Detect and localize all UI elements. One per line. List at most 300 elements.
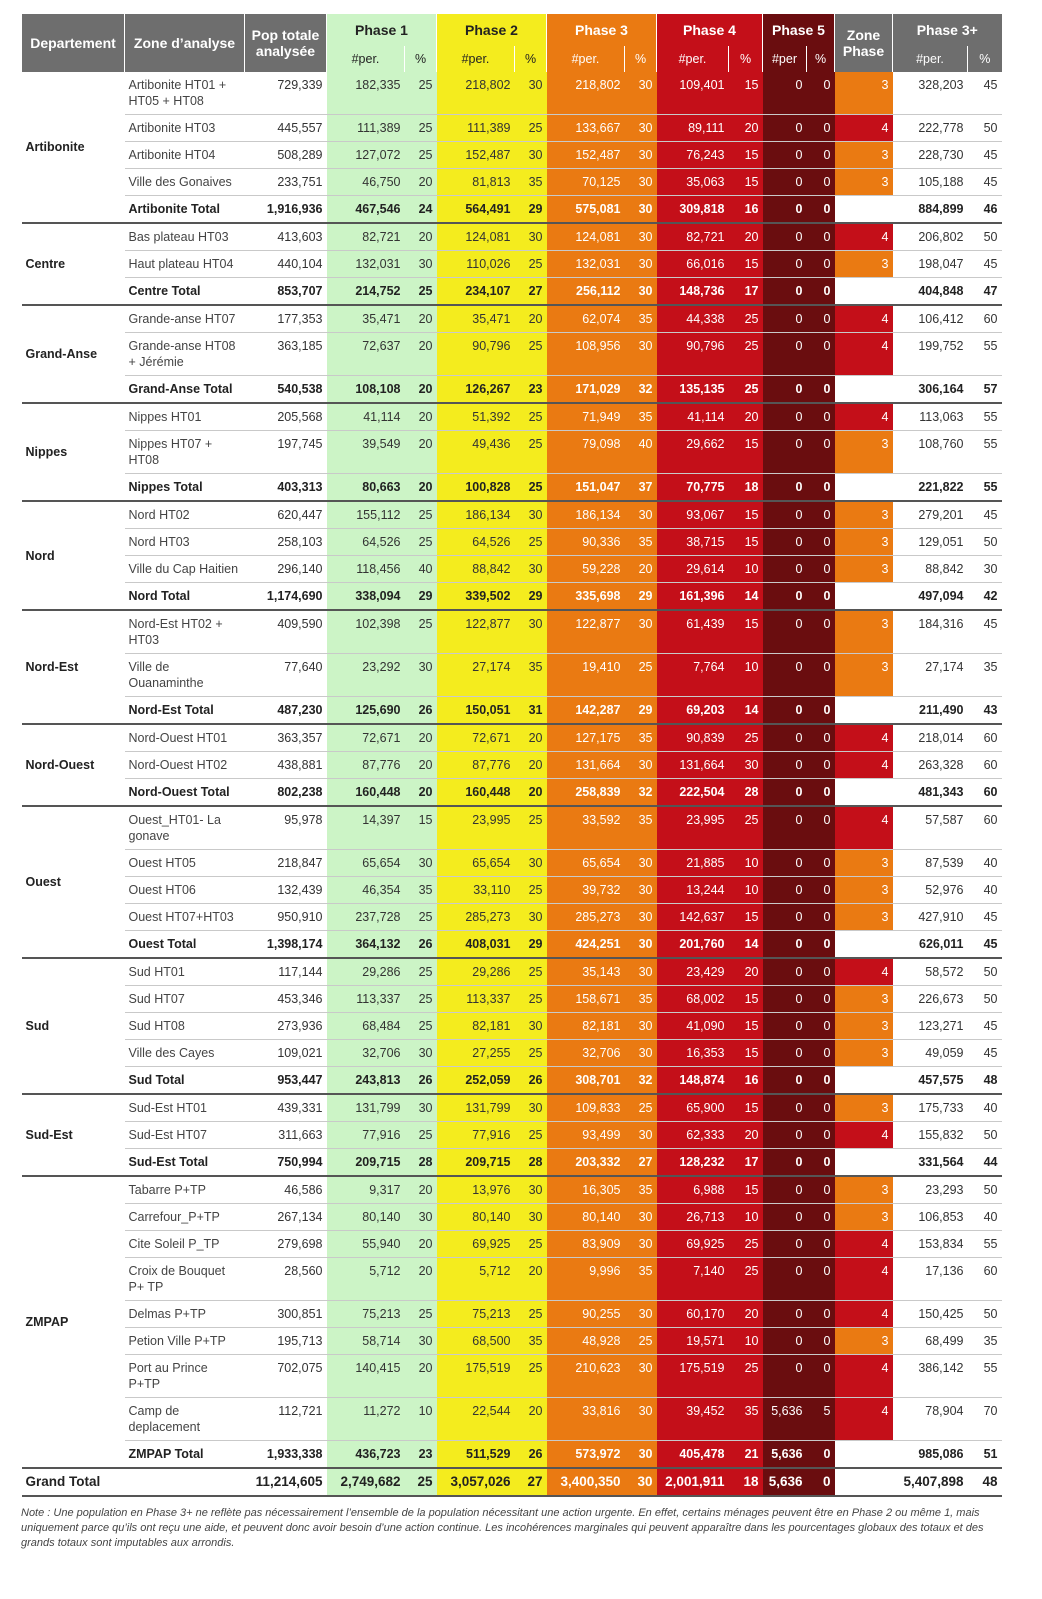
p2-cell: 80,140 bbox=[437, 1204, 515, 1231]
table-row bbox=[22, 752, 1002, 779]
p3plusp-cell: 60 bbox=[968, 779, 1002, 807]
p2p-cell: 30 bbox=[515, 1094, 547, 1122]
p3-cell: 132,031 bbox=[547, 251, 625, 278]
p5p-cell: 0 bbox=[807, 1258, 835, 1301]
p3plusp-cell: 60 bbox=[968, 1258, 1002, 1301]
p1p-cell: 25 bbox=[405, 1301, 437, 1328]
zone-cell: Cite Soleil P_TP bbox=[125, 1231, 245, 1258]
zp-cell: 3 bbox=[835, 142, 893, 169]
p4p-cell: 14 bbox=[729, 697, 763, 725]
zp-cell: 3 bbox=[835, 986, 893, 1013]
p2-cell: 218,802 bbox=[437, 72, 515, 115]
pop-cell: 440,104 bbox=[245, 251, 327, 278]
p4-cell: 309,818 bbox=[657, 196, 729, 224]
p2p-cell: 25 bbox=[515, 1231, 547, 1258]
p3p-cell: 35 bbox=[625, 724, 657, 752]
p5-cell: 0 bbox=[763, 986, 807, 1013]
p2-cell: 160,448 bbox=[437, 779, 515, 807]
p1-cell: 41,114 bbox=[327, 403, 405, 431]
p2p-cell: 25 bbox=[515, 958, 547, 986]
p4p-cell: 20 bbox=[729, 223, 763, 251]
table-row bbox=[22, 142, 1002, 169]
zone-cell: Sud HT08 bbox=[125, 1013, 245, 1040]
p3plus-cell: 218,014 bbox=[893, 724, 968, 752]
zone-cell: Artibonite HT04 bbox=[125, 142, 245, 169]
p1-cell: 131,799 bbox=[327, 1094, 405, 1122]
p2p-cell: 30 bbox=[515, 850, 547, 877]
zp-cell: 3 bbox=[835, 251, 893, 278]
p3-cell: 3,400,350 bbox=[547, 1468, 625, 1496]
header-departement: Departement bbox=[22, 14, 125, 72]
p3plusp-cell: 44 bbox=[968, 1149, 1002, 1177]
zone-cell: Nord-Ouest Total bbox=[125, 779, 245, 807]
p3plusp-cell: 55 bbox=[968, 333, 1002, 376]
p2-cell: 408,031 bbox=[437, 931, 515, 959]
p2-cell: 126,267 bbox=[437, 376, 515, 404]
p5-cell: 0 bbox=[763, 223, 807, 251]
table-row bbox=[22, 305, 1002, 333]
p4p-cell: 20 bbox=[729, 403, 763, 431]
subheader-phase3plus-per: #per. bbox=[893, 46, 968, 72]
p5p-cell: 0 bbox=[807, 958, 835, 986]
p1p-cell: 25 bbox=[405, 1468, 437, 1496]
p3plusp-cell: 45 bbox=[968, 169, 1002, 196]
zone-cell: Ville du Cap Haitien bbox=[125, 556, 245, 583]
pop-cell: 205,568 bbox=[245, 403, 327, 431]
p2-cell: 29,286 bbox=[437, 958, 515, 986]
p4-cell: 128,232 bbox=[657, 1149, 729, 1177]
p3plusp-cell: 43 bbox=[968, 697, 1002, 725]
p5p-cell: 0 bbox=[807, 1176, 835, 1204]
p3plus-cell: 88,842 bbox=[893, 556, 968, 583]
p5p-cell: 0 bbox=[807, 169, 835, 196]
p4-cell: 70,775 bbox=[657, 474, 729, 502]
p4p-cell: 20 bbox=[729, 1122, 763, 1149]
zone-cell: Nord-Est HT02 + HT03 bbox=[125, 610, 245, 654]
p2-cell: 5,712 bbox=[437, 1258, 515, 1301]
p3p-cell: 30 bbox=[625, 1441, 657, 1469]
p2-cell: 234,107 bbox=[437, 278, 515, 306]
p2p-cell: 25 bbox=[515, 1355, 547, 1398]
p1p-cell: 25 bbox=[405, 115, 437, 142]
p3p-cell: 30 bbox=[625, 904, 657, 931]
p3-cell: 39,732 bbox=[547, 877, 625, 904]
p5-cell: 0 bbox=[763, 474, 807, 502]
p3-cell: 133,667 bbox=[547, 115, 625, 142]
p4p-cell: 28 bbox=[729, 779, 763, 807]
table-row bbox=[22, 877, 1002, 904]
zp-cell bbox=[835, 1067, 893, 1095]
p2p-cell: 31 bbox=[515, 697, 547, 725]
p4-cell: 201,760 bbox=[657, 931, 729, 959]
zp-cell bbox=[835, 376, 893, 404]
p4p-cell: 25 bbox=[729, 1355, 763, 1398]
p3plusp-cell: 50 bbox=[968, 958, 1002, 986]
p3plus-cell: 106,853 bbox=[893, 1204, 968, 1231]
pop-cell: 702,075 bbox=[245, 1355, 327, 1398]
p5-cell: 0 bbox=[763, 115, 807, 142]
zone-cell: Nord HT02 bbox=[125, 501, 245, 529]
p5p-cell: 0 bbox=[807, 1067, 835, 1095]
zp-cell: 4 bbox=[835, 305, 893, 333]
p4p-cell: 25 bbox=[729, 724, 763, 752]
p3plus-cell: 206,802 bbox=[893, 223, 968, 251]
p5p-cell: 0 bbox=[807, 115, 835, 142]
p5-cell: 0 bbox=[763, 610, 807, 654]
p3plus-cell: 153,834 bbox=[893, 1231, 968, 1258]
p3p-cell: 35 bbox=[625, 529, 657, 556]
pop-cell: 802,238 bbox=[245, 779, 327, 807]
p2-cell: 564,491 bbox=[437, 196, 515, 224]
p2-cell: 110,026 bbox=[437, 251, 515, 278]
pop-cell: 311,663 bbox=[245, 1122, 327, 1149]
p3-cell: 19,410 bbox=[547, 654, 625, 697]
p5p-cell: 0 bbox=[807, 1231, 835, 1258]
table-row bbox=[22, 806, 1002, 850]
p3p-cell: 25 bbox=[625, 654, 657, 697]
p1-cell: 364,132 bbox=[327, 931, 405, 959]
pop-cell: 28,560 bbox=[245, 1258, 327, 1301]
zone-cell: Bas plateau HT03 bbox=[125, 223, 245, 251]
p4p-cell: 16 bbox=[729, 1067, 763, 1095]
p2-cell: 186,134 bbox=[437, 501, 515, 529]
p1-cell: 58,714 bbox=[327, 1328, 405, 1355]
p1p-cell: 20 bbox=[405, 779, 437, 807]
p1-cell: 243,813 bbox=[327, 1067, 405, 1095]
p2p-cell: 29 bbox=[515, 583, 547, 611]
p1p-cell: 25 bbox=[405, 142, 437, 169]
p3plus-cell: 108,760 bbox=[893, 431, 968, 474]
p3plusp-cell: 60 bbox=[968, 806, 1002, 850]
p2p-cell: 35 bbox=[515, 169, 547, 196]
p3p-cell: 32 bbox=[625, 779, 657, 807]
total-row bbox=[22, 1441, 1002, 1469]
subheader-phase4-per: #per. bbox=[657, 46, 729, 72]
p5p-cell: 0 bbox=[807, 431, 835, 474]
total-row bbox=[22, 278, 1002, 306]
departement-cell: Nippes bbox=[22, 403, 125, 501]
zone-cell: Nord-Est Total bbox=[125, 697, 245, 725]
p5-cell: 0 bbox=[763, 1094, 807, 1122]
zone-cell: Nippes HT07 + HT08 bbox=[125, 431, 245, 474]
p1p-cell: 25 bbox=[405, 1013, 437, 1040]
p2p-cell: 35 bbox=[515, 1328, 547, 1355]
p3-cell: 171,029 bbox=[547, 376, 625, 404]
p3plus-cell: 27,174 bbox=[893, 654, 968, 697]
departement-cell: Artibonite bbox=[22, 72, 125, 223]
p1p-cell: 20 bbox=[405, 474, 437, 502]
p1p-cell: 20 bbox=[405, 1231, 437, 1258]
p5-cell: 0 bbox=[763, 333, 807, 376]
table-row bbox=[22, 986, 1002, 1013]
p3p-cell: 29 bbox=[625, 697, 657, 725]
p2p-cell: 20 bbox=[515, 305, 547, 333]
p3p-cell: 30 bbox=[625, 169, 657, 196]
p4p-cell: 25 bbox=[729, 806, 763, 850]
p2p-cell: 30 bbox=[515, 904, 547, 931]
table-row bbox=[22, 72, 1002, 115]
p2p-cell: 30 bbox=[515, 223, 547, 251]
p3plusp-cell: 55 bbox=[968, 403, 1002, 431]
table-row bbox=[22, 556, 1002, 583]
pop-cell: 197,745 bbox=[245, 431, 327, 474]
table-header bbox=[22, 14, 1002, 72]
zone-cell: Artibonite HT01 + HT05 + HT08 bbox=[125, 72, 245, 115]
p2p-cell: 25 bbox=[515, 986, 547, 1013]
p2-cell: 150,051 bbox=[437, 697, 515, 725]
p2-cell: 68,500 bbox=[437, 1328, 515, 1355]
p3p-cell: 32 bbox=[625, 376, 657, 404]
p1-cell: 75,213 bbox=[327, 1301, 405, 1328]
p4-cell: 21,885 bbox=[657, 850, 729, 877]
pop-cell: 1,916,936 bbox=[245, 196, 327, 224]
p2p-cell: 29 bbox=[515, 931, 547, 959]
p2-cell: 113,337 bbox=[437, 986, 515, 1013]
p3p-cell: 25 bbox=[625, 1094, 657, 1122]
p1-cell: 46,750 bbox=[327, 169, 405, 196]
p4p-cell: 15 bbox=[729, 431, 763, 474]
p4p-cell: 25 bbox=[729, 333, 763, 376]
p2p-cell: 25 bbox=[515, 474, 547, 502]
zone-cell: Ouest HT07+HT03 bbox=[125, 904, 245, 931]
zone-cell: Nord-Ouest HT02 bbox=[125, 752, 245, 779]
p3plus-cell: 222,778 bbox=[893, 115, 968, 142]
p1-cell: 2,749,682 bbox=[327, 1468, 405, 1496]
p1p-cell: 20 bbox=[405, 333, 437, 376]
table-row bbox=[22, 724, 1002, 752]
p2p-cell: 26 bbox=[515, 1441, 547, 1469]
pop-cell: 1,174,690 bbox=[245, 583, 327, 611]
p1-cell: 46,354 bbox=[327, 877, 405, 904]
p3-cell: 424,251 bbox=[547, 931, 625, 959]
p2-cell: 51,392 bbox=[437, 403, 515, 431]
p5p-cell: 0 bbox=[807, 142, 835, 169]
p4p-cell: 15 bbox=[729, 1176, 763, 1204]
p5p-cell: 0 bbox=[807, 697, 835, 725]
pop-cell: 1,398,174 bbox=[245, 931, 327, 959]
p1p-cell: 10 bbox=[405, 1398, 437, 1441]
p4-cell: 39,452 bbox=[657, 1398, 729, 1441]
p4-cell: 66,016 bbox=[657, 251, 729, 278]
p1-cell: 29,286 bbox=[327, 958, 405, 986]
p1p-cell: 30 bbox=[405, 654, 437, 697]
p3plusp-cell: 30 bbox=[968, 556, 1002, 583]
zone-cell: Camp de deplacement bbox=[125, 1398, 245, 1441]
p1p-cell: 20 bbox=[405, 724, 437, 752]
p5-cell: 0 bbox=[763, 958, 807, 986]
p3-cell: 71,949 bbox=[547, 403, 625, 431]
p1p-cell: 30 bbox=[405, 1040, 437, 1067]
p3plusp-cell: 40 bbox=[968, 850, 1002, 877]
p5p-cell: 0 bbox=[807, 474, 835, 502]
p4-cell: 19,571 bbox=[657, 1328, 729, 1355]
p3plus-cell: 155,832 bbox=[893, 1122, 968, 1149]
p1-cell: 87,776 bbox=[327, 752, 405, 779]
p5p-cell: 0 bbox=[807, 610, 835, 654]
p4-cell: 161,396 bbox=[657, 583, 729, 611]
p4-cell: 89,111 bbox=[657, 115, 729, 142]
p3plusp-cell: 50 bbox=[968, 1176, 1002, 1204]
p5-cell: 0 bbox=[763, 806, 807, 850]
zone-cell: Delmas P+TP bbox=[125, 1301, 245, 1328]
zp-cell: 3 bbox=[835, 72, 893, 115]
p3plus-cell: 52,976 bbox=[893, 877, 968, 904]
total-row bbox=[22, 931, 1002, 959]
header-phase4: Phase 4 bbox=[657, 14, 763, 46]
p3-cell: 70,125 bbox=[547, 169, 625, 196]
zp-cell: 4 bbox=[835, 115, 893, 142]
p2p-cell: 29 bbox=[515, 196, 547, 224]
p5-cell: 0 bbox=[763, 779, 807, 807]
zone-cell: Ouest_HT01- La gonave bbox=[125, 806, 245, 850]
p1p-cell: 25 bbox=[405, 958, 437, 986]
p2-cell: 75,213 bbox=[437, 1301, 515, 1328]
p5p-cell: 0 bbox=[807, 1149, 835, 1177]
p5p-cell: 0 bbox=[807, 724, 835, 752]
table-row bbox=[22, 1204, 1002, 1231]
p3p-cell: 30 bbox=[625, 223, 657, 251]
p4-cell: 7,764 bbox=[657, 654, 729, 697]
zp-cell bbox=[835, 1441, 893, 1469]
p2p-cell: 27 bbox=[515, 278, 547, 306]
p2p-cell: 20 bbox=[515, 1398, 547, 1441]
p5-cell: 0 bbox=[763, 1328, 807, 1355]
zone-cell: Petion Ville P+TP bbox=[125, 1328, 245, 1355]
p3plusp-cell: 45 bbox=[968, 1013, 1002, 1040]
p3p-cell: 35 bbox=[625, 1258, 657, 1301]
zp-cell: 3 bbox=[835, 529, 893, 556]
p5p-cell: 0 bbox=[807, 403, 835, 431]
p4p-cell: 15 bbox=[729, 904, 763, 931]
p4-cell: 148,874 bbox=[657, 1067, 729, 1095]
p4-cell: 29,614 bbox=[657, 556, 729, 583]
p5-cell: 0 bbox=[763, 142, 807, 169]
p3-cell: 210,623 bbox=[547, 1355, 625, 1398]
pop-cell: 117,144 bbox=[245, 958, 327, 986]
p3plusp-cell: 60 bbox=[968, 724, 1002, 752]
p2-cell: 77,916 bbox=[437, 1122, 515, 1149]
p4-cell: 16,353 bbox=[657, 1040, 729, 1067]
p2-cell: 33,110 bbox=[437, 877, 515, 904]
p5-cell: 0 bbox=[763, 1122, 807, 1149]
p4p-cell: 30 bbox=[729, 752, 763, 779]
p3plusp-cell: 46 bbox=[968, 196, 1002, 224]
p3plus-cell: 328,203 bbox=[893, 72, 968, 115]
p5p-cell: 0 bbox=[807, 752, 835, 779]
p1-cell: 237,728 bbox=[327, 904, 405, 931]
p4p-cell: 18 bbox=[729, 474, 763, 502]
p5p-cell: 0 bbox=[807, 333, 835, 376]
p1p-cell: 15 bbox=[405, 806, 437, 850]
p1-cell: 55,940 bbox=[327, 1231, 405, 1258]
p2-cell: 152,487 bbox=[437, 142, 515, 169]
p3-cell: 142,287 bbox=[547, 697, 625, 725]
pop-cell: 233,751 bbox=[245, 169, 327, 196]
zp-cell: 3 bbox=[835, 1094, 893, 1122]
p3plusp-cell: 50 bbox=[968, 986, 1002, 1013]
table-row bbox=[22, 1258, 1002, 1301]
p2p-cell: 30 bbox=[515, 1176, 547, 1204]
departement-cell: Ouest bbox=[22, 806, 125, 958]
p3-cell: 186,134 bbox=[547, 501, 625, 529]
p1-cell: 77,916 bbox=[327, 1122, 405, 1149]
p4p-cell: 10 bbox=[729, 1328, 763, 1355]
zp-cell bbox=[835, 278, 893, 306]
p5-cell: 0 bbox=[763, 431, 807, 474]
zone-cell: Sud Total bbox=[125, 1067, 245, 1095]
zp-cell bbox=[835, 697, 893, 725]
subheader-phase3plus-pct: % bbox=[968, 46, 1002, 72]
p1p-cell: 25 bbox=[405, 529, 437, 556]
p3-cell: 124,081 bbox=[547, 223, 625, 251]
zone-cell: Ville de Ouanaminthe bbox=[125, 654, 245, 697]
p2-cell: 82,181 bbox=[437, 1013, 515, 1040]
p3p-cell: 35 bbox=[625, 403, 657, 431]
p3-cell: 152,487 bbox=[547, 142, 625, 169]
zone-cell: Nord-Ouest HT01 bbox=[125, 724, 245, 752]
table-row bbox=[22, 251, 1002, 278]
p3-cell: 35,143 bbox=[547, 958, 625, 986]
p3plus-cell: 5,407,898 bbox=[893, 1468, 968, 1496]
p4-cell: 35,063 bbox=[657, 169, 729, 196]
zp-cell: 3 bbox=[835, 1204, 893, 1231]
p3-cell: 131,664 bbox=[547, 752, 625, 779]
zp-cell bbox=[835, 474, 893, 502]
p5-cell: 0 bbox=[763, 904, 807, 931]
zone-cell: Sud HT07 bbox=[125, 986, 245, 1013]
table-row bbox=[22, 1355, 1002, 1398]
p4-cell: 61,439 bbox=[657, 610, 729, 654]
p4p-cell: 25 bbox=[729, 1258, 763, 1301]
p2p-cell: 30 bbox=[515, 610, 547, 654]
p3plus-cell: 221,822 bbox=[893, 474, 968, 502]
p3plusp-cell: 57 bbox=[968, 376, 1002, 404]
p3p-cell: 30 bbox=[625, 501, 657, 529]
zp-cell: 3 bbox=[835, 431, 893, 474]
p3plus-cell: 78,904 bbox=[893, 1398, 968, 1441]
p3p-cell: 27 bbox=[625, 1149, 657, 1177]
subheader-phase4-pct: % bbox=[729, 46, 763, 72]
total-row bbox=[22, 1067, 1002, 1095]
p1-cell: 140,415 bbox=[327, 1355, 405, 1398]
p2p-cell: 20 bbox=[515, 724, 547, 752]
p1p-cell: 30 bbox=[405, 850, 437, 877]
p1p-cell: 20 bbox=[405, 1258, 437, 1301]
p3-cell: 109,833 bbox=[547, 1094, 625, 1122]
p3-cell: 48,928 bbox=[547, 1328, 625, 1355]
p2-cell: 27,255 bbox=[437, 1040, 515, 1067]
p2-cell: 64,526 bbox=[437, 529, 515, 556]
p3-cell: 83,909 bbox=[547, 1231, 625, 1258]
p4p-cell: 15 bbox=[729, 529, 763, 556]
p3plus-cell: 113,063 bbox=[893, 403, 968, 431]
p5p-cell: 0 bbox=[807, 251, 835, 278]
p5-cell: 0 bbox=[763, 376, 807, 404]
p5-cell: 5,636 bbox=[763, 1441, 807, 1469]
p3plus-cell: 123,271 bbox=[893, 1013, 968, 1040]
p5-cell: 5,636 bbox=[763, 1398, 807, 1441]
p1p-cell: 30 bbox=[405, 1204, 437, 1231]
zone-cell: Ville des Gonaives bbox=[125, 169, 245, 196]
p5p-cell: 0 bbox=[807, 1040, 835, 1067]
p1-cell: 9,317 bbox=[327, 1176, 405, 1204]
p4-cell: 29,662 bbox=[657, 431, 729, 474]
p3-cell: 9,996 bbox=[547, 1258, 625, 1301]
p3plus-cell: 175,733 bbox=[893, 1094, 968, 1122]
zp-cell: 3 bbox=[835, 556, 893, 583]
table-row bbox=[22, 529, 1002, 556]
zone-cell: Nord Total bbox=[125, 583, 245, 611]
